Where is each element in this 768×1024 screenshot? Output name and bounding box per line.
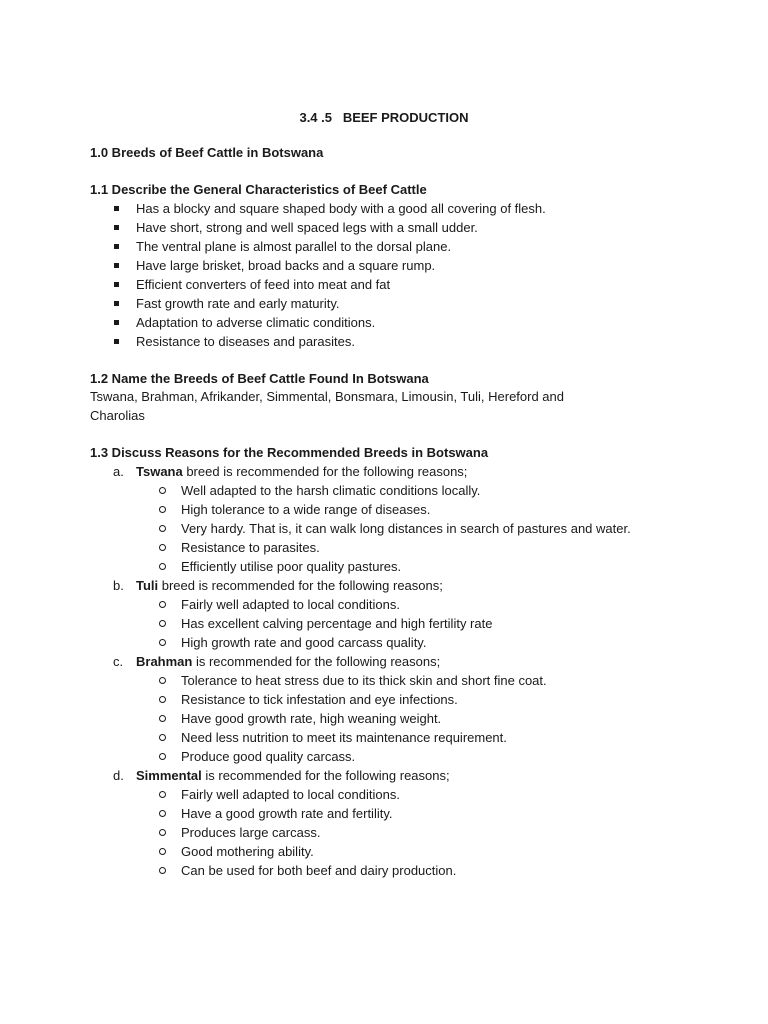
breed-item-tuli [90, 576, 700, 652]
list-item: Need less nutrition to meet its maintenance requirement. [136, 728, 700, 747]
breed-name: Tswana [136, 464, 183, 479]
list-item: Resistance to diseases and parasites. [90, 332, 700, 351]
breed-intro: is recommended for the following reasons; [201, 768, 450, 783]
list-item: Tolerance to heat stress due to its thick skin and short fine coat. [136, 671, 700, 690]
reasons-list [136, 481, 700, 576]
list-item: High tolerance to a wide range of diseases. [136, 500, 700, 519]
section-heading: 1.3 Discuss Reasons for the Recommended Breeds in Botswana [90, 445, 489, 460]
reasons-list [136, 671, 700, 766]
reasons-list [136, 785, 700, 880]
section-heading: 1.1 Describe the General Characteristics of Beef Cattle [90, 182, 427, 197]
breed-intro: breed is recommended for the following reasons; [158, 578, 443, 593]
document-title: 3.4 .5 BEEF PRODUCTION [299, 110, 469, 125]
breed-name: Simmental [136, 768, 202, 783]
breed-item-brahman [90, 652, 700, 766]
reasons-list [136, 595, 700, 652]
list-marker: c. [113, 654, 124, 669]
list-item: Have good growth rate, high weaning weight. [136, 709, 700, 728]
list-item: Adaptation to adverse climatic conditions. [90, 313, 700, 332]
breeds-text-line: Charolias [90, 407, 145, 423]
list-item: Can be used for both beef and dairy production. [136, 861, 700, 880]
list-item: Well adapted to the harsh climatic conditions locally. [136, 481, 700, 500]
breed-item-tswana [90, 462, 700, 576]
breed-name: Brahman [136, 654, 193, 669]
section-general-characteristics [90, 181, 700, 351]
section-recommended-breeds [90, 444, 700, 880]
list-marker: d. [113, 768, 124, 783]
list-item: Resistance to parasites. [136, 538, 700, 557]
document-body [90, 144, 700, 899]
breed-name: Tuli [136, 578, 159, 593]
list-item: Produces large carcass. [136, 823, 700, 842]
breed-intro: breed is recommended for the following reasons; [182, 464, 468, 479]
breed-intro: is recommended for the following reasons; [192, 654, 441, 669]
section-breeds-overview [90, 144, 700, 162]
section-heading: 1.2 Name the Breeds of Beef Cattle Found In Botswana [90, 371, 429, 386]
list-item: Fast growth rate and early maturity. [90, 294, 700, 313]
list-item: Good mothering ability. [136, 842, 700, 861]
list-item: Have large brisket, broad backs and a square rump. [90, 256, 700, 275]
list-item: Very hardy. That is, it can walk long distances in search of pastures and water. [136, 519, 700, 538]
list-marker: a. [113, 464, 124, 479]
list-item: Produce good quality carcass. [136, 747, 700, 766]
breeds-text-line: Tswana, Brahman, Afrikander, Simmental, Bonsmara, Limousin, Tuli, Hereford and [90, 389, 564, 404]
list-item: Fairly well adapted to local conditions. [136, 785, 700, 804]
list-item: Has a blocky and square shaped body with a good all covering of flesh. [90, 199, 700, 218]
list-item: Has excellent calving percentage and high fertility rate [136, 614, 700, 633]
list-item: Have a good growth rate and fertility. [136, 804, 700, 823]
list-item: The ventral plane is almost parallel to the dorsal plane. [90, 237, 700, 256]
breed-item-simmental [90, 766, 700, 880]
list-marker: b. [113, 578, 124, 593]
section-heading: 1.0 Breeds of Beef Cattle in Botswana [90, 145, 324, 160]
list-item: Efficient converters of feed into meat and fat [90, 275, 700, 294]
list-item: Resistance to tick infestation and eye infections. [136, 690, 700, 709]
section-breeds-found [90, 370, 700, 425]
recommended-breeds-list [90, 462, 700, 880]
list-item: Efficiently utilise poor quality pastures. [136, 557, 700, 576]
list-item: Fairly well adapted to local conditions. [136, 595, 700, 614]
list-item: High growth rate and good carcass quality. [136, 633, 700, 652]
list-item: Have short, strong and well spaced legs with a small udder. [90, 218, 700, 237]
characteristics-list [90, 199, 700, 351]
